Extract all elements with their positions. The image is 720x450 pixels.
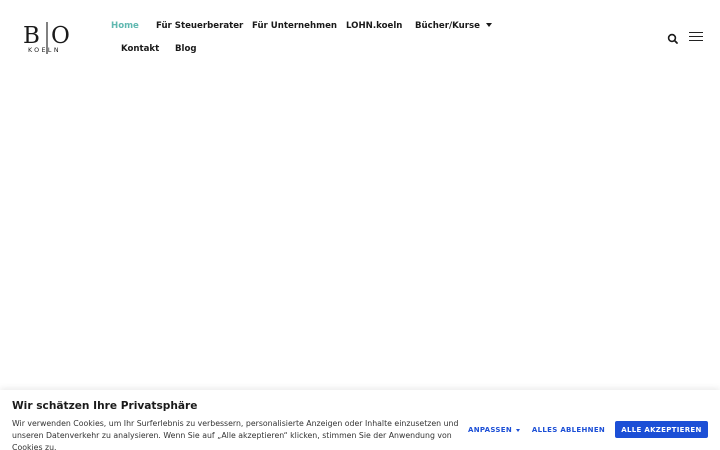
hamburger-menu-icon	[689, 32, 705, 41]
chevron-down-icon	[516, 429, 520, 432]
nav-lohn-koeln-label: LOHN.koeln	[346, 21, 403, 31]
site-logo[interactable]	[22, 20, 76, 56]
logo-letter-right: O	[51, 23, 70, 49]
nav-buecher-kurse-label: Bücher/Kurse	[415, 21, 480, 31]
nav-steuerberater[interactable]	[156, 19, 243, 33]
nav-home[interactable]	[111, 19, 139, 33]
cookie-banner-title: Wir schätzen Ihre Privatsphäre	[12, 400, 198, 412]
logo-tagline: KOELN	[28, 47, 61, 54]
site-header	[0, 0, 720, 75]
nav-unternehmen-label: Für Unternehmen	[252, 21, 338, 31]
customize-button-label: ANPASSEN	[468, 426, 512, 434]
nav-kontakt[interactable]	[121, 42, 159, 56]
search-button[interactable]	[666, 31, 680, 45]
logo-mark	[22, 20, 76, 56]
nav-lohn-koeln[interactable]	[346, 19, 402, 33]
nav-blog-label: Blog	[175, 44, 197, 54]
chevron-down-icon	[486, 23, 492, 27]
reject-all-button-label: ALLES ABLEHNEN	[531, 426, 606, 434]
nav-blog[interactable]	[175, 42, 197, 56]
nav-home-label: Home	[111, 21, 139, 31]
hamburger-menu-button[interactable]	[689, 32, 705, 44]
nav-buecher-kurse[interactable]	[415, 19, 492, 33]
cookie-banner-text: Wir verwenden Cookies, um Ihr Surferlebnis zu verbessern, personalisierte Anzeigen oder Inhalte einzusetzen und unseren Datenverkehr zu analysieren. Wenn Sie auf „Alle akzeptieren“ klicken, stimmen Sie der Anwendung von Cookies zu.	[12, 419, 459, 450]
reject-all-button[interactable]	[531, 422, 606, 438]
accept-all-button[interactable]	[615, 421, 708, 438]
customize-button[interactable]	[464, 422, 524, 438]
nav-kontakt-label: Kontakt	[121, 44, 160, 54]
search-icon	[666, 32, 680, 46]
nav-steuerberater-label: Für Steuerberater	[156, 21, 244, 31]
cookie-consent-banner	[0, 390, 720, 450]
logo-letter-left: B	[23, 23, 40, 49]
nav-unternehmen[interactable]	[252, 19, 337, 33]
accept-all-button-label: ALLE AKZEPTIEREN	[621, 425, 702, 434]
